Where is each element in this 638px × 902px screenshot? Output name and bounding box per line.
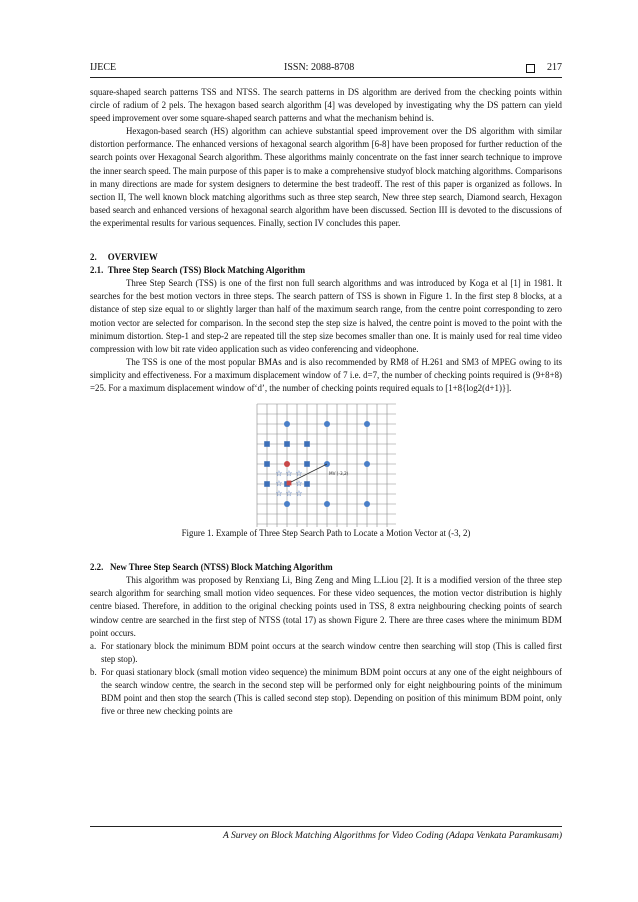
- intro-paragraph-2: Hexagon-based search (HS) algorithm can achieve substantial speed improvement over the DS algorithm with similar distortion performance. The enhanced versions of hexagonal search algorithm [6-8] have been proposed for further reduction of the search points over Hexagonal Search algorithm. These algorithms mainly concentrate on the fast inner search technique to improve the inner search speed. The main purpose of this paper is to make a comprehensive studyof block matching algorithms. Comparisons in many directions are made for system designers to determine the best tradeoff. The rest of this paper is organized as follows. In section II, The well known block matching algorithms such as three step search, New three step search, Diamond search, Hexagon based search and enhanced versions of hexagonal search algorithm have been discussed. Section III is devoted to the discussions of the experimental results for various sequences. Finally, section IV concludes this paper.: [90, 126, 562, 228]
- list-item-b: [90, 666, 562, 718]
- subsection-number: 2.2.: [90, 562, 104, 573]
- subsection-title: Three Step Search (TSS) Block Matching Algorithm: [107, 265, 306, 276]
- figure-1-caption: Figure 1. Example of Three Step Search Path to Locate a Motion Vector at (-3, 2): [181, 528, 471, 539]
- page-number: 217: [547, 62, 562, 73]
- search-point: [324, 421, 330, 427]
- search-point: [304, 481, 310, 487]
- tss-paragraph-2: The TSS is one of the most popular BMAs and is also recommended by RM8 of H.261 and SM3 of MPEG owing to its simplicity and effectiveness. For a maximum displacement window of 7 i.e. d=7, the number of checking points required is (9+8+8) =25. For a maximum displacement window of‘d’, the number of checking points required equals to [1+8{log2(d+1)}].: [90, 356, 562, 393]
- section-heading-overview: [90, 251, 562, 264]
- ntss-paragraph-1: This algorithm was proposed by Renxiang Li, Bing Zeng and Ming L.Liou [2]. It is a modified version of the three step search algorithm for searching small motion video sequences. For these video sequences, the motion vector distribution is highly centre biased. Therefore, in addition to the original checking points used in TSS, 8 extra neighbouring checking points of search window centre are searched in the first step of NTSS (total 17) as shown Figure 2. There are three cases where the minimum BDM point occurs.: [90, 575, 562, 638]
- search-point: [264, 481, 270, 487]
- search-star-icon: ☆: [275, 469, 283, 479]
- motion-vector-label: MV (-3,2): [329, 471, 349, 477]
- search-star-icon: ☆: [295, 479, 303, 489]
- search-point: [304, 461, 310, 467]
- figure-1: [90, 401, 562, 527]
- list-item-a: [90, 640, 562, 666]
- final-motion-vector-point: [287, 481, 292, 486]
- search-point: [264, 461, 270, 467]
- search-star-icon: ☆: [295, 489, 303, 499]
- subsection-title: New Three Step Search (NTSS) Block Matching Algorithm: [109, 562, 333, 573]
- search-star-icon: ☆: [285, 489, 293, 499]
- section-number: 2.: [90, 252, 97, 263]
- search-point: [284, 501, 290, 507]
- search-point: [284, 421, 290, 427]
- tss-paragraph-1: Three Step Search (TSS) is one of the first non full search algorithms and was introduced by Koga et al [1] in 1981. It searches for the best motion vectors in three steps. The search pattern of TSS is shown in Figure 1. In the first step 8 blocks, at a distance of step size equal to or slightly larger than half of the maximum search range, from the centre point corresponding to zero motion vector are selected for comparison. In the second step the step size is halved, the centre point is moved to the point with the minimum distortion. Step-1 and step-2 are repeated till the step size becomes smaller than one. It is mainly used for real time video compression with low bit rate video application such as video conferencing and videophone.: [90, 278, 562, 354]
- search-point: [324, 501, 330, 507]
- search-star-icon: ☆: [295, 469, 303, 479]
- tss-search-grid: [256, 401, 396, 527]
- section-title: OVERVIEW: [107, 252, 158, 263]
- search-point: [284, 461, 290, 467]
- running-header: [90, 62, 562, 76]
- journal-name: IJECE: [90, 62, 117, 73]
- checkbox-glyph-icon: [526, 64, 535, 73]
- intro-paragraph-1: square-shaped search patterns TSS and NTSS. The search patterns in DS algorithm are derived from the checking points within circle of radium of 2 pels. The hexagon based search algorithm [4] was developed by investigating why the DS pattern can yield speed improvement over some square-shaped search patterns and what the mechanism behind is.: [90, 87, 562, 124]
- search-point: [264, 441, 270, 447]
- search-star-icon: ☆: [285, 469, 293, 479]
- search-star-icon: ☆: [275, 489, 283, 499]
- main-text: [90, 86, 562, 718]
- search-star-icon: ☆: [275, 479, 283, 489]
- search-point: [364, 461, 370, 467]
- search-point: [364, 501, 370, 507]
- search-point: [284, 441, 290, 447]
- list-marker: a.: [90, 640, 97, 651]
- list-item-text: For stationary block the minimum BDM point occurs at the search window centre then searching will stop (This is called first step stop).: [101, 640, 562, 664]
- footer-rule: [90, 826, 562, 827]
- list-item-text: For quasi stationary block (small motion video sequence) the minimum BDM point occurs at any one of the eight neighbours of the search window centre, the search in the second step will be performed only for eight neighbouring points of the minimum BDM point and then stop the search (This is called second step stop). Depending on position of this minimum BDM point, only five or three new checking points are: [101, 666, 562, 717]
- search-point: [364, 421, 370, 427]
- issn: ISSN: 2088-8708: [284, 62, 355, 73]
- list-marker: b.: [90, 666, 97, 677]
- search-point: [304, 441, 310, 447]
- subsection-heading-tss: [90, 264, 562, 277]
- header-rule: [90, 77, 562, 78]
- running-footer: A Survey on Block Matching Algorithms for Video Coding (Adapa Venkata Paramkusam): [222, 831, 562, 841]
- subsection-heading-ntss: [90, 561, 562, 574]
- subsection-number: 2.1.: [90, 265, 104, 276]
